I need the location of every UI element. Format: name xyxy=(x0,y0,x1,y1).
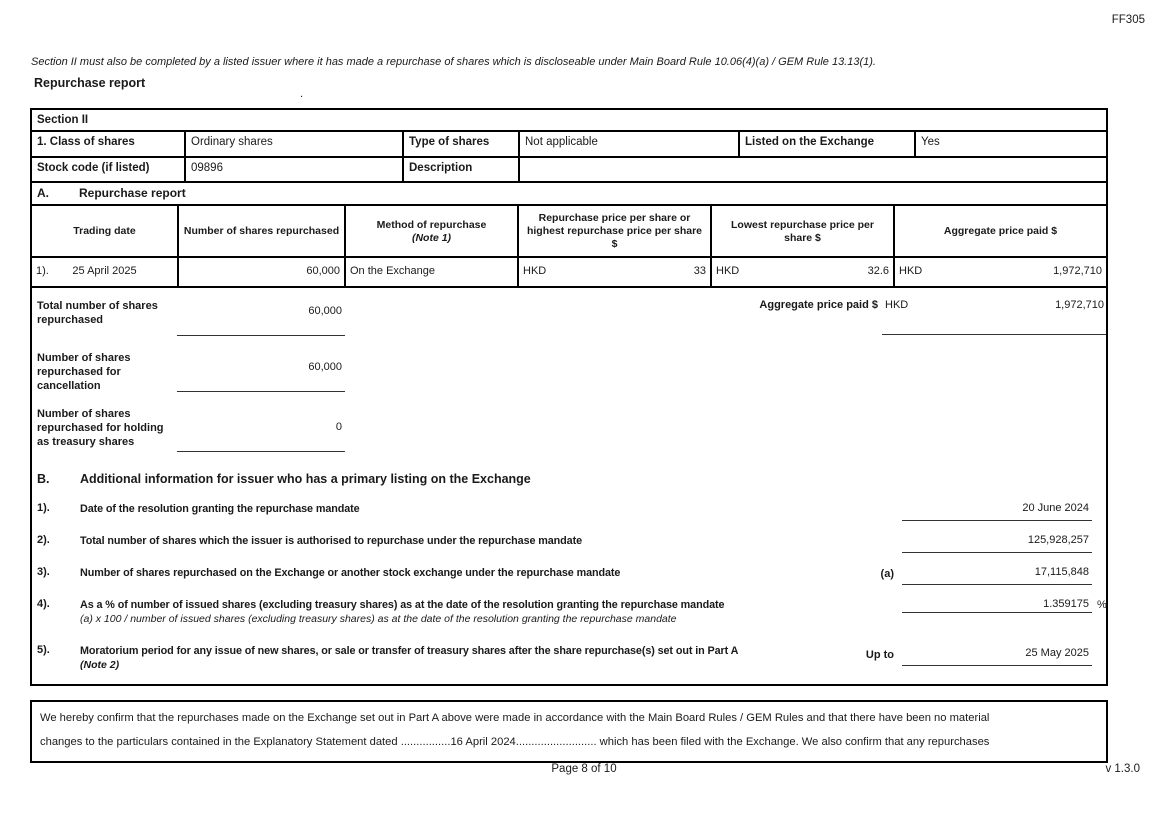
page-title: Repurchase report xyxy=(34,76,146,90)
shares-repurchased-cell: 60,000 xyxy=(177,258,344,286)
cancellation-label: Number of shares repurchased for cancellation xyxy=(37,352,131,392)
b-item-1-value-group xyxy=(902,502,1092,521)
description-label: Description xyxy=(402,158,518,181)
class-of-shares-row xyxy=(32,132,1106,158)
b-item-3 xyxy=(32,565,1106,595)
class-of-shares-label: 1. Class of shares xyxy=(37,136,135,148)
b-item-3-value-group xyxy=(881,566,1092,585)
type-of-shares-label: Type of shares xyxy=(402,132,518,156)
b-item-4-value-group xyxy=(902,598,1107,613)
moratorium-date-value: 25 May 2025 xyxy=(902,647,1092,666)
part-b-heading: Additional information for issuer who has a primary listing on the Exchange xyxy=(80,472,531,486)
treasury-row xyxy=(32,402,1106,462)
up-to-label: Up to xyxy=(865,649,894,661)
highest-ccy: HKD xyxy=(523,265,547,277)
col-method: Method of repurchase (Note 1) xyxy=(344,206,517,257)
percentage-value: 1.359175 xyxy=(902,598,1092,613)
aggregate-paid-label: Aggregate price paid $ xyxy=(759,299,878,311)
b-item-2-value-group xyxy=(902,534,1092,553)
part-a-heading-row xyxy=(32,183,1106,206)
b-item-3-label: Number of shares repurchased on the Exchange or another stock exchange under the repurchase mandate xyxy=(80,567,621,579)
highest-price-cell xyxy=(517,258,710,286)
repurchased-under-mandate-value: 17,115,848 xyxy=(902,566,1092,585)
col-aggregate-price: Aggregate price paid $ xyxy=(893,206,1106,257)
part-b-heading-row xyxy=(32,470,1106,492)
aggregate-paid-value-line xyxy=(882,299,1106,335)
note2-ref: (Note 2) xyxy=(80,659,120,671)
confirmation-box xyxy=(30,700,1108,763)
col-highest-price: Repurchase price per share or highest repurchase price per share $ xyxy=(517,206,710,257)
page-number: Page 8 of 10 xyxy=(551,763,617,775)
section2-box xyxy=(30,108,1108,686)
form-version: v 1.3.0 xyxy=(1105,763,1140,775)
stock-code-value: 09896 xyxy=(184,158,402,181)
part-b-letter: B. xyxy=(37,472,50,486)
b-item-2 xyxy=(32,533,1106,563)
b-item-4-formula-note: (a) x 100 / number of issued shares (excluding treasury shares) as at the date of the resolution granting the repurchase mandate xyxy=(80,613,677,625)
class-of-shares-value: Ordinary shares xyxy=(184,132,402,156)
b-item-5 xyxy=(32,643,1106,685)
b-item-5-label: Moratorium period for any issue of new shares, or sale or transfer of treasury shares after the share repurchase(s) set out in Part A xyxy=(80,645,739,657)
confirmation-line-1: We hereby confirm that the repurchases made on the Exchange set out in Part A above were made in accordance with the Main Board Rules / GEM Rules and that there have been no material xyxy=(40,712,990,724)
section2-header: Section II xyxy=(32,110,1106,132)
aggregate-price-cell xyxy=(893,258,1106,286)
listed-on-exchange-label: Listed on the Exchange xyxy=(738,132,914,156)
row-index: 1). xyxy=(36,265,49,277)
treasury-value: 0 xyxy=(177,399,345,452)
note1-ref: (Note 1) xyxy=(411,231,452,244)
type-of-shares-value: Not applicable xyxy=(518,132,738,156)
percent-sign: % xyxy=(1097,599,1107,611)
total-shares-value: 60,000 xyxy=(177,305,345,336)
row-trading-date-cell xyxy=(32,258,177,286)
method-cell: On the Exchange xyxy=(344,258,517,286)
mandate-date-value: 20 June 2024 xyxy=(902,502,1092,521)
part-a-letter: A. xyxy=(37,186,49,200)
b-item-2-label: Total number of shares which the issuer is authorised to repurchase under the repurchase mandate xyxy=(80,535,582,547)
aggregate-ccy: HKD xyxy=(899,265,923,277)
b-item-1-number: 1). xyxy=(37,502,50,514)
b-item-5-value-group xyxy=(866,647,1092,666)
cancellation-value: 60,000 xyxy=(177,349,345,392)
repurchase-table-row xyxy=(32,258,1106,288)
part-a-heading: Repurchase report xyxy=(79,186,186,200)
aggregate-paid-group xyxy=(759,299,1106,335)
form-code: FF305 xyxy=(1111,14,1145,26)
b-item-4-number: 4). xyxy=(37,598,50,610)
b-item-5-number: 5). xyxy=(37,644,50,656)
aggregate-paid-value: 1,972,710 xyxy=(1055,299,1104,311)
description-value xyxy=(518,158,1106,181)
aggregate-price: 1,972,710 xyxy=(1053,265,1102,277)
highest-price: 33 xyxy=(693,265,706,277)
lowest-price: 32.6 xyxy=(867,265,889,277)
section2-instruction-note: Section II must also be completed by a listed issuer where it has made a repurchase of shares which is discloseable under Main Board Rule 10.06(4)(a) / GEM Rule 13.13(1). xyxy=(31,56,876,68)
part-a-totals xyxy=(32,288,1106,462)
total-shares-label: Total number of shares repurchased xyxy=(37,300,158,326)
col-shares-repurchased: Number of shares repurchased xyxy=(177,206,344,257)
b-item-4-label: As a % of number of issued shares (excluding treasury shares) as at the date of the resolution granting the repurchase mandate xyxy=(80,599,725,611)
aggregate-paid-ccy: HKD xyxy=(885,299,909,311)
listed-on-exchange-value: Yes xyxy=(914,132,1106,156)
b-item-4 xyxy=(32,597,1106,635)
lowest-price-cell xyxy=(710,258,893,286)
total-shares-row xyxy=(32,294,1106,346)
repurchase-table-header xyxy=(32,206,1106,258)
treasury-label: Number of shares repurchased for holding as treasury shares xyxy=(37,408,164,448)
col-lowest-price: Lowest repurchase price per share $ xyxy=(710,206,893,257)
trading-date: 25 April 2025 xyxy=(72,265,137,277)
stock-code-label: Stock code (if listed) xyxy=(37,162,150,174)
lowest-ccy: HKD xyxy=(716,265,740,277)
b-item-1-label: Date of the resolution granting the repurchase mandate xyxy=(80,503,360,515)
b-item-1 xyxy=(32,501,1106,531)
stock-code-row xyxy=(32,158,1106,183)
item-a-marker: (a) xyxy=(880,568,894,580)
confirmation-line-2: changes to the particulars contained in the Explanatory Statement dated ................16 April 2024.......................... which has been filed with the Exchange. We also confirm that any repurchases xyxy=(40,735,990,748)
stray-mark: . xyxy=(300,88,304,100)
authorised-shares-value: 125,928,257 xyxy=(902,534,1092,553)
cancellation-row xyxy=(32,346,1106,402)
col-trading-date: Trading date xyxy=(73,225,136,237)
b-item-3-number: 3). xyxy=(37,566,50,578)
b-item-2-number: 2). xyxy=(37,534,50,546)
